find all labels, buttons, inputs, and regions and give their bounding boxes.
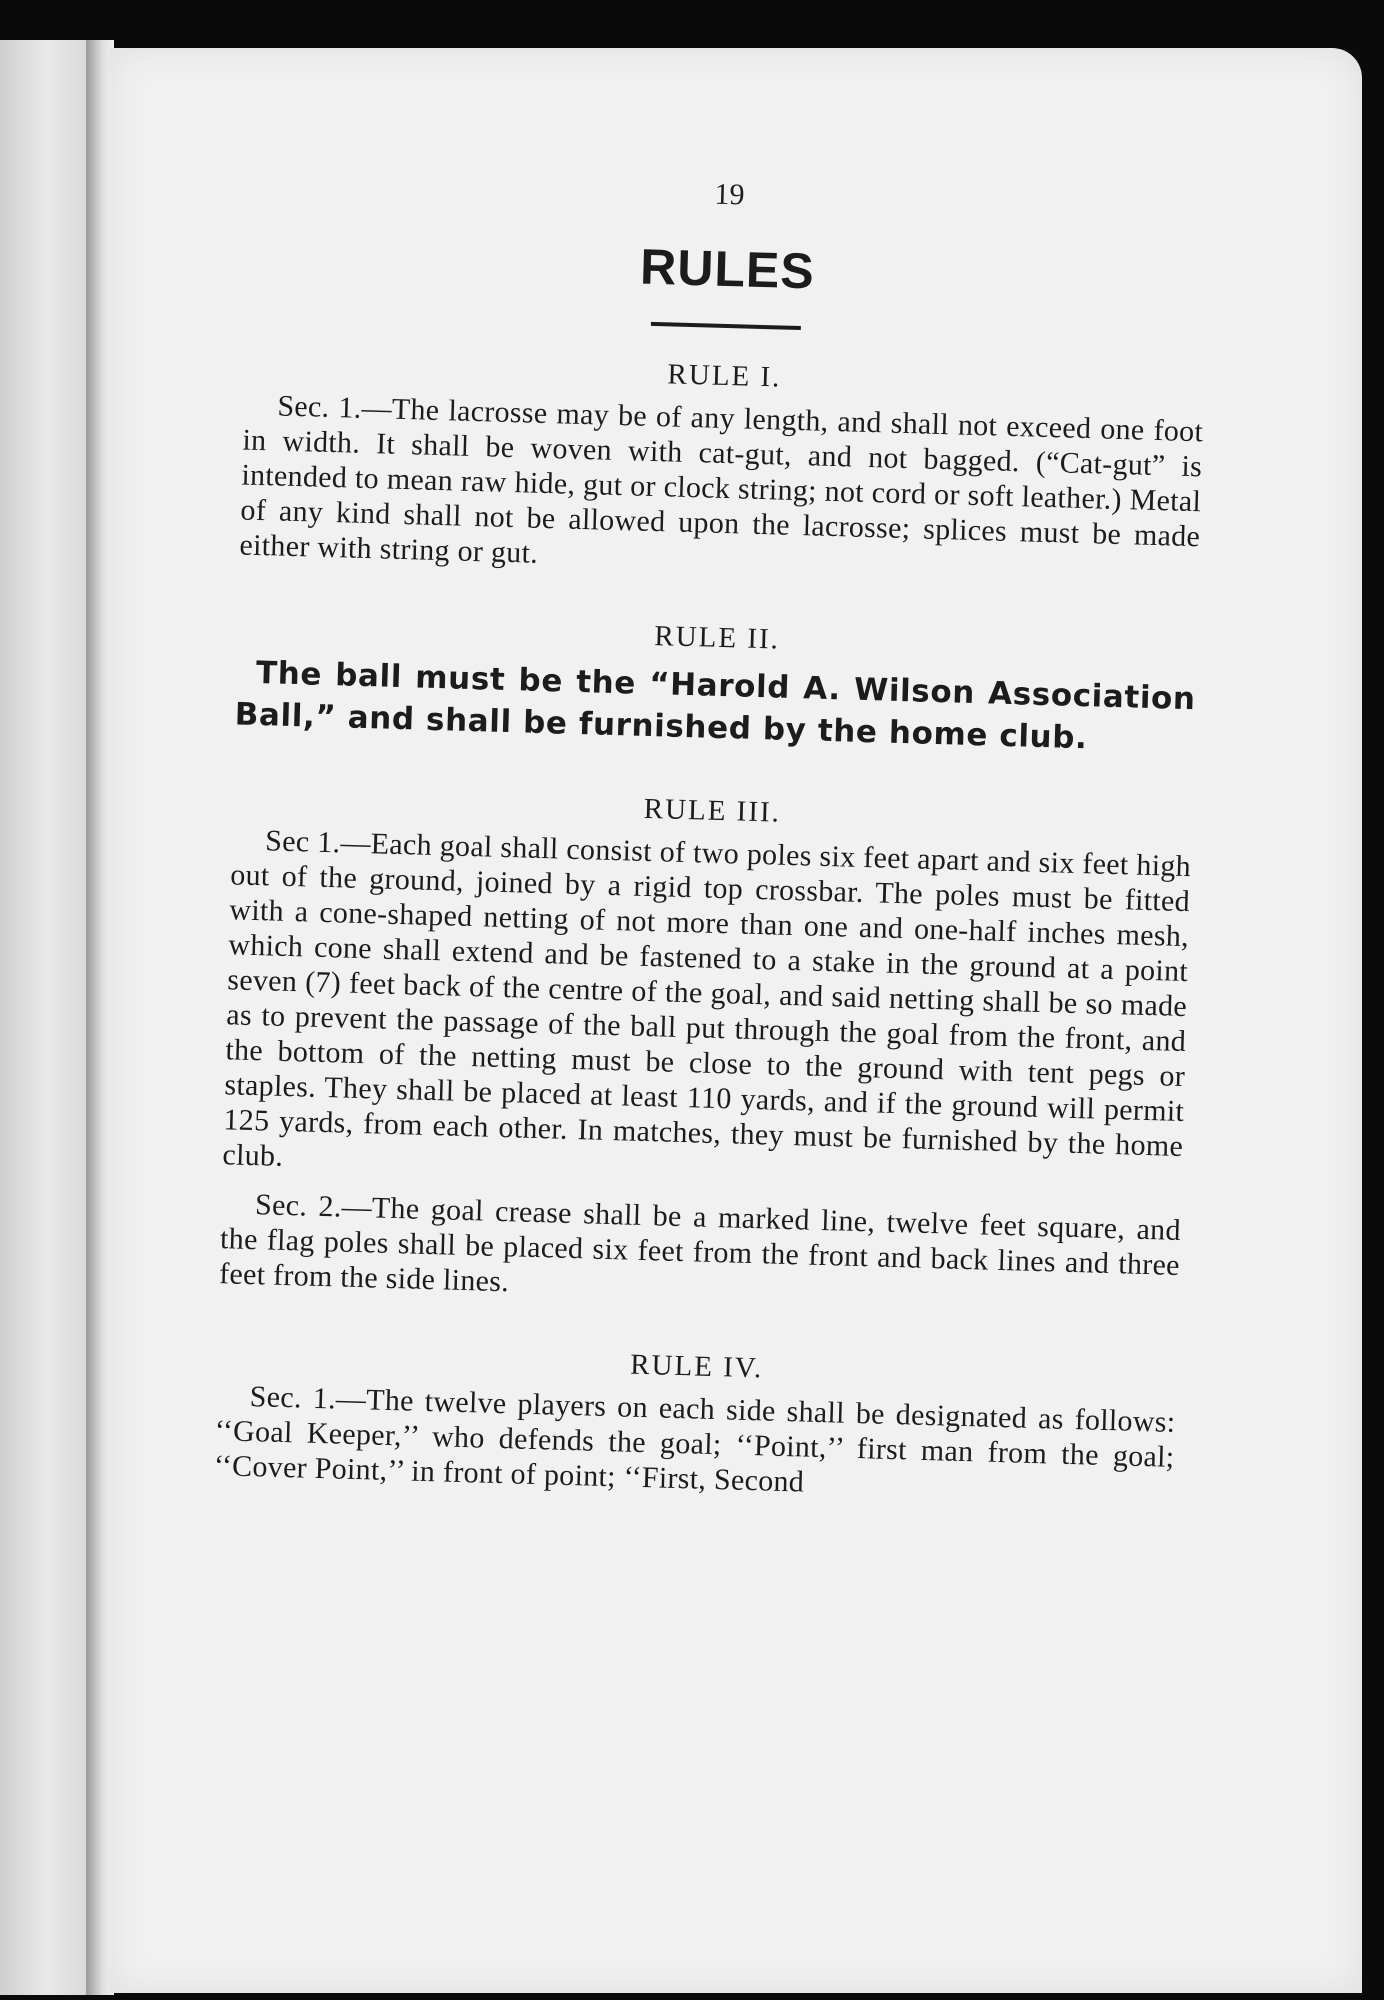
rule-2-text: The ball must be the “Harold A. Wilson Association Ball,” and shall be furnished by the home club. <box>234 654 1197 757</box>
title-underline <box>651 322 801 330</box>
book-page <box>110 48 1362 1993</box>
rule-4-section <box>213 1337 1177 1510</box>
rule-3-heading: RULE III. <box>643 792 782 829</box>
rule-2-section <box>234 608 1197 762</box>
facing-page-edge <box>0 40 95 1995</box>
rule-2-heading: RULE II. <box>653 620 781 656</box>
rule-1-section <box>239 347 1205 590</box>
rule-4-heading: RULE IV. <box>629 1348 764 1385</box>
page-content <box>213 165 1209 1510</box>
rule-1-section-1-text: Sec. 1.—The lacrosse may be of any length, and shall not exceed one foot in width. It shall be woven with cat-gut, and not bagged. (“Cat-gut” is intended to mean raw hide, gut or clock string; not cord or soft leather.) Metal of any kind shall not be allowed upon the lacrosse; splices must be made either with string or gut. <box>239 389 1204 570</box>
rule-3-section-1-text: Sec 1.—Each goal shall consist of two poles six feet apart and six feet high out of the ground, joined by a rigid top crossbar. The poles must be fitted with a cone-shaped netting of not more than one and one-half inches mesh, which cone shall extend and be fastened to a stake in the ground at a point seven (7) feet back of the centre of the goal, and said netting shall be so made as to prevent the passage of the ball put through the goal from the front, and the bottom of the netting must be close to the ground with tent pegs or staples. They shall be placed at least 110 yards, and if the ground will permit 125 yards, from each other. In matches, they must be furnished by the home club. <box>222 824 1192 1173</box>
rule-3-section-2-text: Sec. 2.—The goal crease shall be a marked line, twelve feet square, and the flag poles shall be placed six feet from the front and back lines and three feet from the side lines. <box>218 1188 1182 1299</box>
rule-4-section-1-text: Sec. 1.—The twelve players on each side shall be designated as follows: ‘‘Goal Keeper,’’ who defends the goal; ‘‘Point,’’ first man from the goal; ‘‘Cover Point,’’ in front of point; ‘‘First, Second <box>213 1380 1176 1499</box>
page-number: 19 <box>714 177 745 212</box>
rule-3-section <box>219 781 1193 1318</box>
rule-1-heading: RULE I. <box>667 358 782 394</box>
page-title: RULES <box>639 238 816 300</box>
